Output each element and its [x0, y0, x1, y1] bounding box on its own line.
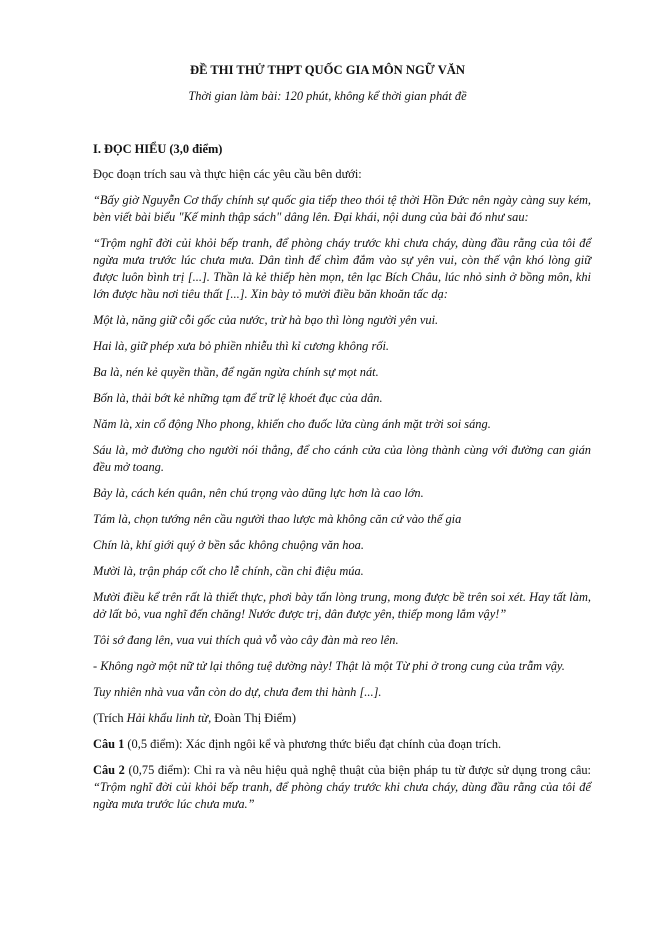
- passage-paragraph: Mười là, trận pháp cốt cho lễ chính, cần chi điệu múa.: [93, 564, 364, 578]
- passage-paragraph: Sáu là, mở đường cho người nói thẳng, để cho cánh cửa của lòng thành cùng với đường can gián đều mở toang.: [93, 443, 591, 474]
- question-text: (0,5 điểm): Xác định ngôi kể và phương thức biểu đạt chính của đoạn trích.: [124, 737, 502, 751]
- question-1: [93, 736, 591, 753]
- citation-work: Hải khẩu linh từ: [126, 711, 209, 725]
- citation: [93, 710, 591, 727]
- passage-paragraph: Tuy nhiên nhà vua vẫn còn do dự, chưa đem thi hành [...].: [93, 685, 382, 699]
- question-quote: “Trộm nghĩ đời củi khỏi bếp tranh, để phòng cháy trước khi chưa cháy, dùng đầu rằng của tôi để ngừa mưa trước lúc chưa mưa.”: [93, 780, 591, 811]
- section-heading: I. ĐỌC HIỂU (3,0 điểm): [93, 142, 223, 156]
- passage-paragraph: “Bấy giờ Nguyễn Cơ thấy chính sự quốc gia tiếp theo thói tệ thời Hồn Đức nên ngày càng suy kém, bèn viết bài biểu "Kế minh thập sách" dâng lên. Đại khái, nội dung của bài đó như sau:: [93, 193, 591, 224]
- passage-paragraph: Hai là, giữ phép xưa bỏ phiền nhiễu thì kỉ cương không rối.: [93, 339, 389, 353]
- passage-paragraph: Tôi sớ đang lên, vua vui thích quả vỗ vào cây đàn mà reo lên.: [93, 633, 399, 647]
- exam-subtitle: Thời gian làm bài: 120 phút, không kể thời gian phát đề: [188, 89, 467, 103]
- citation-suffix: , Đoàn Thị Điểm): [208, 711, 296, 725]
- question-text: (0,75 điểm): Chỉ ra và nêu hiệu quả nghệ thuật của biện pháp tu từ được sử dụng trong câu:: [124, 763, 592, 777]
- passage-paragraph: - Không ngờ một nữ tử lại thông tuệ dường này! Thật là một Từ phi ở trong cung của trẫm vậy.: [93, 659, 565, 673]
- exam-title: ĐỀ THI THỬ THPT QUỐC GIA MÔN NGỮ VĂN: [189, 63, 465, 77]
- passage-paragraph: Mười điều kể trên rất là thiết thực, phơi bày tấn lòng trung, mong được bề trên soi xét. Hay tất làm, dở lất bỏ, vua nghĩ đến chăng! Nước được trị, dân được yên, thiếp mong lắm vậy!”: [93, 590, 591, 621]
- question-label: Câu 2: [93, 763, 125, 777]
- passage-paragraph: Ba là, nén kẻ quyền thần, để ngăn ngừa chính sự mọt nát.: [93, 365, 379, 379]
- question-2: [93, 762, 591, 813]
- question-label: Câu 1: [93, 737, 125, 751]
- passage-paragraph: Bảy là, cách kén quân, nên chú trọng vào dũng lực hơn là cao lớn.: [93, 486, 424, 500]
- passage-paragraph: Bốn là, thải bớt kẻ những tạm để trữ lệ khoét đục của dân.: [93, 391, 383, 405]
- citation-prefix: (Trích: [93, 711, 127, 725]
- passage-paragraph: Tám là, chọn tướng nên cầu người thao lược mà không căn cứ vào thế gia: [93, 512, 462, 526]
- passage-paragraph: Một là, năng giữ cỗi gốc của nước, trừ hà bạo thì lòng người yên vui.: [93, 313, 439, 327]
- passage-paragraph: Năm là, xin cổ động Nho phong, khiến cho đuốc lửa cùng ánh mặt trời soi sáng.: [93, 417, 491, 431]
- instruction: Đọc đoạn trích sau và thực hiện các yêu cầu bên dưới:: [93, 167, 362, 181]
- exam-content: [93, 141, 591, 822]
- passage-paragraph: Chín là, khí giới quý ở bền sắc không chuộng văn hoa.: [93, 538, 364, 552]
- passage-paragraph: “Trộm nghĩ đời củi khỏi bếp tranh, để phòng cháy trước khi chưa cháy, dùng đầu rằng của tôi để ngừa mưa trước lúc chưa mưa. Dân tình để chìm đắm vào sự yên vui, còn thế vận khó lòng giữ được luôn bình trị [...]. Thần là kẻ thiếp hèn mọn, tên lạc Bích Châu, lúc nhỏ sinh ở bồng môn, khi lớn được hầu nơi tiêu thất [...]. Xin bày tỏ mười điều băn khoăn tấc dạ:: [93, 236, 591, 301]
